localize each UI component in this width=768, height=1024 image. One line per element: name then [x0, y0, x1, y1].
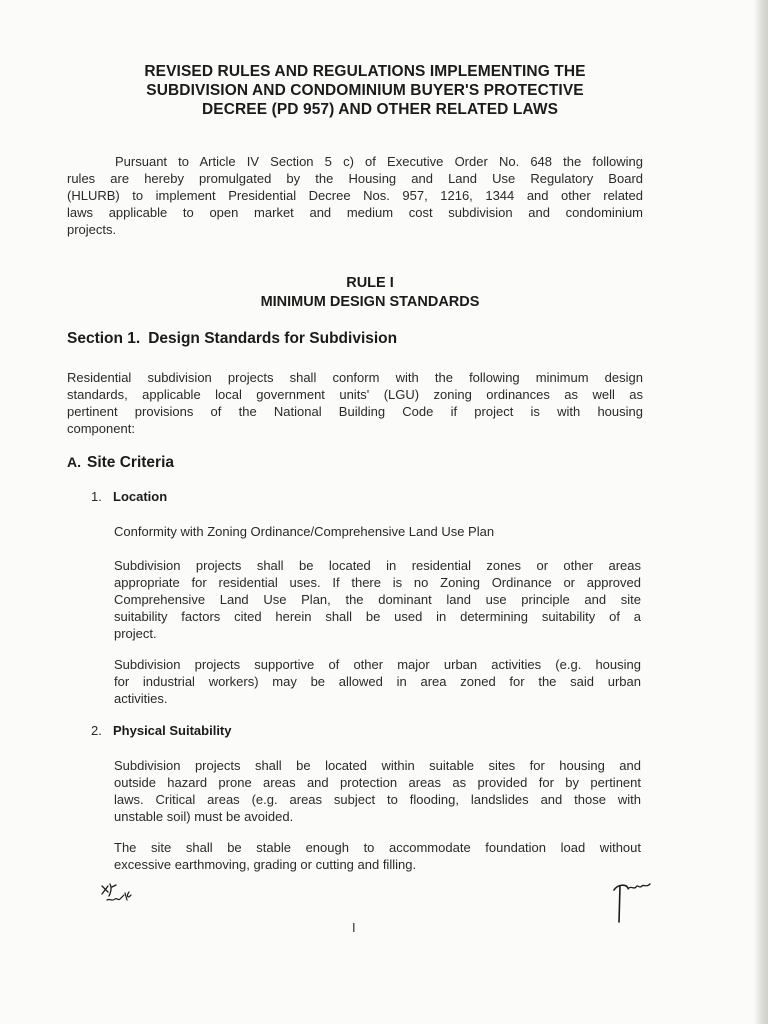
section-heading — [67, 330, 397, 348]
intro-paragraph — [67, 153, 643, 238]
rule-heading — [200, 274, 540, 312]
page-number: I — [352, 920, 356, 935]
item-title: Location — [113, 489, 168, 504]
paragraph-line: project. — [114, 626, 157, 641]
intro-line-5: projects. — [67, 222, 117, 237]
paragraph-line: unstable soil) must be avoided. — [114, 809, 294, 824]
section-title: Design Standards for Subdivision — [148, 330, 398, 347]
intro-line-2: rules are hereby promulgated by the Housing and Land Use Regulatory Board — [67, 171, 643, 186]
handwritten-initials-right-icon — [606, 878, 656, 926]
item-heading-physical-suitability — [91, 723, 232, 738]
paragraph-line: excessive earthmoving, grading or cutting and filling. — [114, 857, 417, 872]
intro-line-4: laws applicable to open market and medium cost subdivision and condominium — [67, 205, 643, 220]
document-title — [60, 62, 670, 119]
location-paragraph-3 — [114, 656, 641, 707]
physical-paragraph-1 — [114, 757, 641, 825]
paragraph-line: The site shall be stable enough to accommodate foundation load without — [114, 840, 641, 855]
subsection-heading — [67, 454, 174, 472]
title-line-1: REVISED RULES AND REGULATIONS IMPLEMENTING THE — [144, 63, 586, 80]
paragraph-line: outside hazard prone areas and protection areas as provided for by pertinent — [114, 775, 641, 790]
paragraph-line: activities. — [114, 691, 168, 706]
handwritten-initials-left-icon — [96, 878, 140, 918]
page-edge-shadow — [754, 0, 768, 1024]
paragraph-line: suitability factors cited herein shall be used in determining suitability of a — [114, 609, 641, 624]
paragraph-line: Subdivision projects shall be located within suitable sites for housing and — [114, 758, 641, 773]
paragraph-line: Comprehensive Land Use Plan, the dominant land use principle and site — [114, 592, 641, 607]
title-line-3: DECREE (PD 957) AND OTHER RELATED LAWS — [201, 101, 559, 118]
subsection-letter: A. — [67, 454, 81, 470]
paragraph-line: for industrial workers) may be allowed in area zoned for the said urban — [114, 674, 641, 689]
location-paragraph-1 — [114, 523, 641, 540]
paragraph-line: Conformity with Zoning Ordinance/Comprehensive Land Use Plan — [114, 524, 495, 539]
rule-number: RULE I — [346, 275, 394, 291]
paragraph-line: laws. Critical areas (e.g. areas subject to flooding, landslides and those with — [114, 792, 641, 807]
section-body-line-2: standards, applicable local government units' (LGU) zoning ordinances as well as — [67, 387, 643, 402]
physical-paragraph-2 — [114, 839, 641, 873]
intro-line-3: (HLURB) to implement Presidential Decree Nos. 957, 1216, 1344 and other related — [67, 188, 643, 203]
paragraph-line: Subdivision projects shall be located in residential zones or other areas — [114, 558, 641, 573]
item-number: 1. — [91, 489, 102, 504]
section-body — [67, 369, 643, 437]
paragraph-line: Subdivision projects supportive of other major urban activities (e.g. housing — [114, 657, 641, 672]
item-number: 2. — [91, 723, 102, 738]
subsection-title: Site Criteria — [87, 454, 175, 471]
location-paragraph-2 — [114, 557, 641, 642]
section-number: Section 1. — [67, 330, 141, 347]
title-line-2: SUBDIVISION AND CONDOMINIUM BUYER'S PROTECTIVE — [146, 82, 584, 99]
section-body-line-1: Residential subdivision projects shall conform with the following minimum design — [67, 370, 643, 385]
intro-line-1: Pursuant to Article IV Section 5 c) of Executive Order No. 648 the following — [115, 154, 643, 169]
item-heading-location — [91, 489, 167, 504]
paragraph-line: appropriate for residential uses. If there is no Zoning Ordinance or approved — [114, 575, 641, 590]
section-body-line-4: component: — [67, 421, 135, 436]
rule-name: MINIMUM DESIGN STANDARDS — [260, 294, 480, 310]
item-title: Physical Suitability — [113, 723, 232, 738]
section-body-line-3: pertinent provisions of the National Building Code if project is with housing — [67, 404, 643, 419]
